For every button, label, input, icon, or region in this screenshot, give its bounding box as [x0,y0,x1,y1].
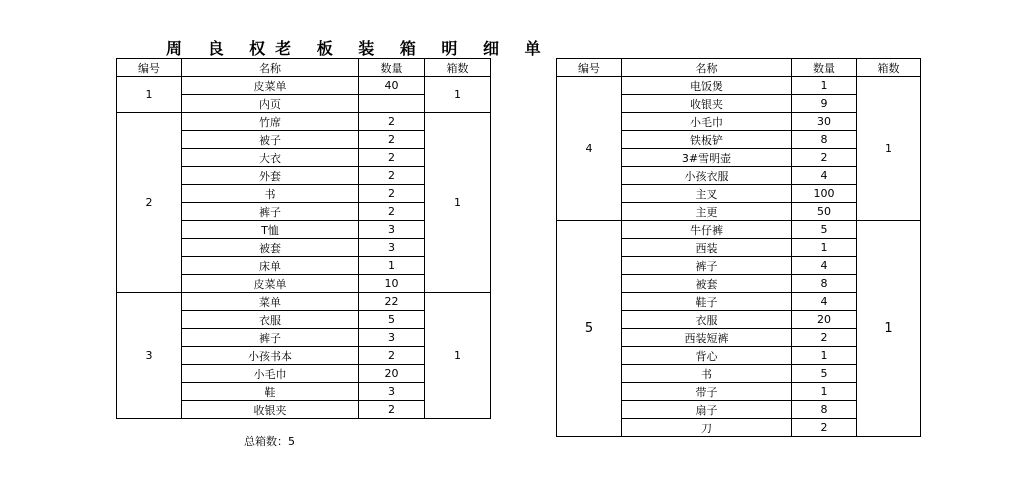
table-row [557,221,921,239]
header-row [117,59,491,77]
group-number: 2 [117,113,182,293]
item-quantity: 4 [792,257,857,275]
item-name: 带子 [622,383,792,401]
item-name: 收银夹 [622,95,792,113]
item-name: 小孩衣服 [622,167,792,185]
item-quantity: 3 [359,329,425,347]
sheet-title: 周 良 权老 板 装 箱 明 细 单 [166,39,551,58]
item-name: 背心 [622,347,792,365]
item-name: 小孩书本 [182,347,359,365]
item-quantity: 2 [359,203,425,221]
item-quantity: 1 [792,239,857,257]
item-quantity: 8 [792,401,857,419]
item-quantity: 20 [359,365,425,383]
item-name: 裤子 [622,257,792,275]
item-name: 西装 [622,239,792,257]
item-name: 被子 [182,131,359,149]
header-no: 编号 [117,59,182,77]
item-name: 电饭煲 [622,77,792,95]
header-boxes: 箱数 [425,59,491,77]
item-quantity: 1 [792,347,857,365]
item-quantity: 100 [792,185,857,203]
item-name: 小毛巾 [622,113,792,131]
header-name: 名称 [182,59,359,77]
item-name: 小毛巾 [182,365,359,383]
item-quantity: 20 [792,311,857,329]
item-name: 被套 [622,275,792,293]
item-quantity: 10 [359,275,425,293]
item-name: 竹席 [182,113,359,131]
item-quantity: 2 [359,347,425,365]
item-name: 收银夹 [182,401,359,419]
box-count: 1 [425,77,491,113]
box-count: 1 [857,77,921,221]
packing-table-right [556,58,921,437]
item-quantity: 2 [792,329,857,347]
item-quantity: 50 [792,203,857,221]
item-quantity: 2 [359,131,425,149]
item-quantity: 5 [792,365,857,383]
item-quantity: 5 [792,221,857,239]
group-number: 4 [557,77,622,221]
item-name: 被套 [182,239,359,257]
item-name: 铁板铲 [622,131,792,149]
item-quantity: 1 [792,383,857,401]
item-name: 鞋 [182,383,359,401]
table-row [117,113,491,131]
group-number: 5 [557,221,622,437]
item-quantity: 5 [359,311,425,329]
table-row [117,293,491,311]
item-name: 扇子 [622,401,792,419]
item-quantity: 2 [792,149,857,167]
item-name: 大衣 [182,149,359,167]
item-name: 鞋子 [622,293,792,311]
item-name: 外套 [182,167,359,185]
group-number: 3 [117,293,182,419]
item-quantity: 1 [359,257,425,275]
item-quantity: 2 [792,419,857,437]
item-quantity [359,95,425,113]
item-name: 3#雪明壶 [622,149,792,167]
header-boxes: 箱数 [857,59,921,77]
item-quantity: 2 [359,149,425,167]
total-boxes: 总箱数：5 [244,435,295,448]
item-quantity: 4 [792,293,857,311]
header-row [557,59,921,77]
item-quantity: 30 [792,113,857,131]
item-name: 主更 [622,203,792,221]
box-count: 1 [425,113,491,293]
item-name: T恤 [182,221,359,239]
item-quantity: 40 [359,77,425,95]
table-row [117,77,491,95]
item-quantity: 3 [359,221,425,239]
item-name: 刀 [622,419,792,437]
item-quantity: 3 [359,239,425,257]
item-name: 衣服 [182,311,359,329]
box-count: 1 [425,293,491,419]
item-quantity: 22 [359,293,425,311]
item-quantity: 3 [359,383,425,401]
header-qty: 数量 [359,59,425,77]
item-name: 裤子 [182,329,359,347]
header-qty: 数量 [792,59,857,77]
item-quantity: 2 [359,401,425,419]
item-name: 书 [622,365,792,383]
item-quantity: 2 [359,185,425,203]
group-number: 1 [117,77,182,113]
item-quantity: 2 [359,113,425,131]
item-quantity: 1 [792,77,857,95]
item-name: 皮菜单 [182,275,359,293]
table-row [557,77,921,95]
item-name: 内页 [182,95,359,113]
item-quantity: 8 [792,131,857,149]
item-name: 皮菜单 [182,77,359,95]
packing-table-left [116,58,491,419]
box-count: 1 [857,221,921,437]
item-name: 菜单 [182,293,359,311]
header-no: 编号 [557,59,622,77]
item-name: 裤子 [182,203,359,221]
item-name: 主叉 [622,185,792,203]
item-name: 床单 [182,257,359,275]
item-quantity: 4 [792,167,857,185]
item-name: 衣服 [622,311,792,329]
header-name: 名称 [622,59,792,77]
item-quantity: 2 [359,167,425,185]
item-quantity: 9 [792,95,857,113]
item-name: 牛仔裤 [622,221,792,239]
item-quantity: 8 [792,275,857,293]
item-name: 书 [182,185,359,203]
item-name: 西装短裤 [622,329,792,347]
